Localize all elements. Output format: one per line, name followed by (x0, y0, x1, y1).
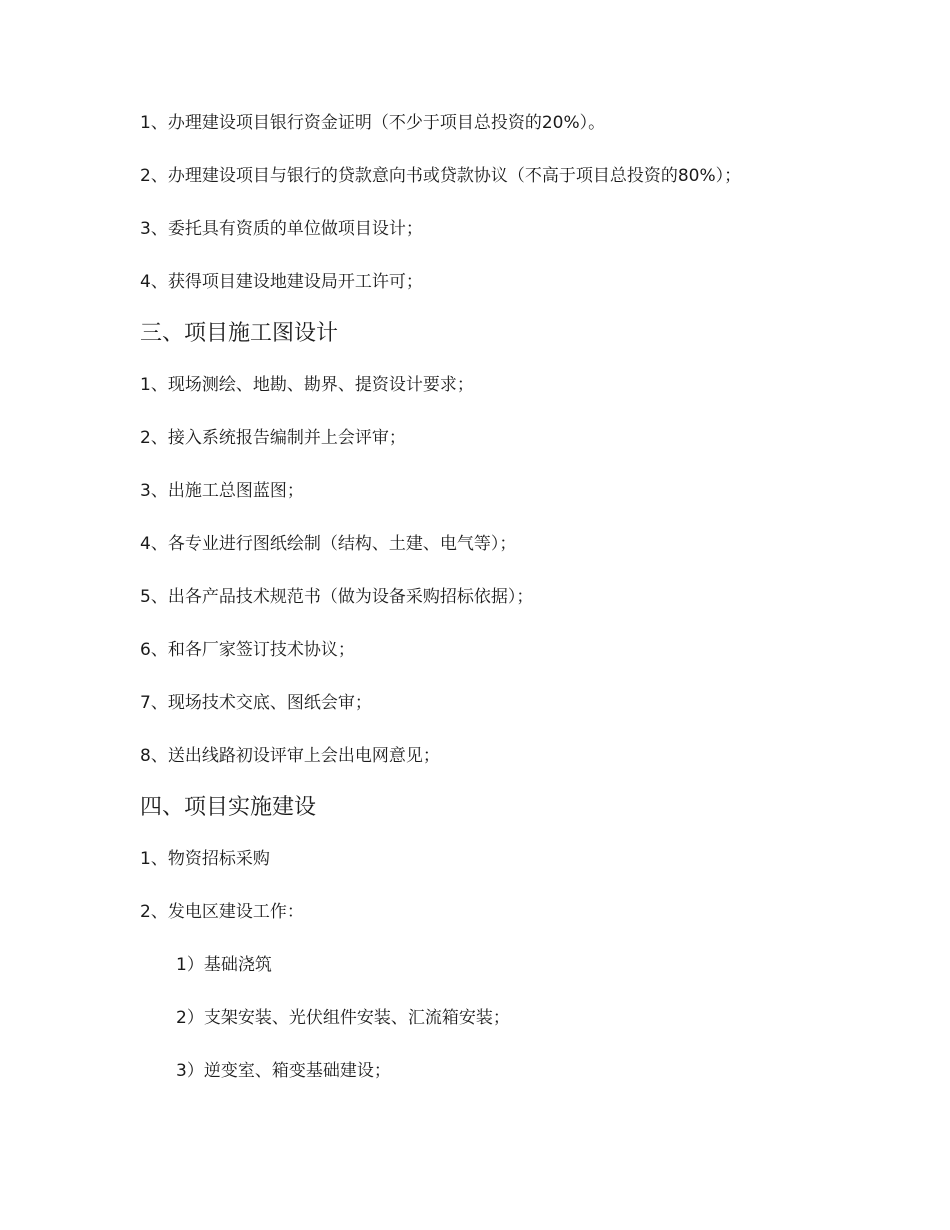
list-item: 3、委托具有资质的单位做项目设计； (140, 219, 423, 239)
list-item: 2、发电区建设工作： (140, 902, 304, 922)
list-item: 1、物资招标采购 (140, 849, 270, 869)
sub-list-item: 1）基础浇筑 (176, 955, 272, 975)
list-item: 1、现场测绘、地勘、勘界、提资设计要求； (140, 375, 474, 395)
list-item: 3、出施工总图蓝图； (140, 481, 304, 501)
list-item: 5、出各产品技术规范书（做为设备采购招标依据）； (140, 587, 534, 607)
list-item: 4、获得项目建设地建设局开工许可； (140, 272, 423, 292)
list-item: 8、送出线路初设评审上会出电网意见； (140, 746, 440, 766)
sub-list-item: 3）逆变室、箱变基础建设； (176, 1061, 391, 1081)
section-heading-construction-drawing-design: 三、项目施工图设计 (140, 321, 339, 346)
list-item: 1、办理建设项目银行资金证明（不少于项目总投资的20%）。 (140, 113, 606, 133)
list-item: 6、和各厂家签订技术协议； (140, 640, 355, 660)
list-item: 4、各专业进行图纸绘制（结构、土建、电气等）； (140, 534, 517, 554)
list-item: 7、现场技术交底、图纸会审； (140, 693, 372, 713)
list-item: 2、接入系统报告编制并上会评审； (140, 428, 406, 448)
sub-list-item: 2）支架安装、光伏组件安装、汇流箱安装； (176, 1008, 510, 1028)
section-heading-project-implementation: 四、项目实施建设 (140, 795, 317, 820)
list-item: 2、办理建设项目与银行的贷款意向书或贷款协议（不高于项目总投资的80%）； (140, 166, 742, 186)
